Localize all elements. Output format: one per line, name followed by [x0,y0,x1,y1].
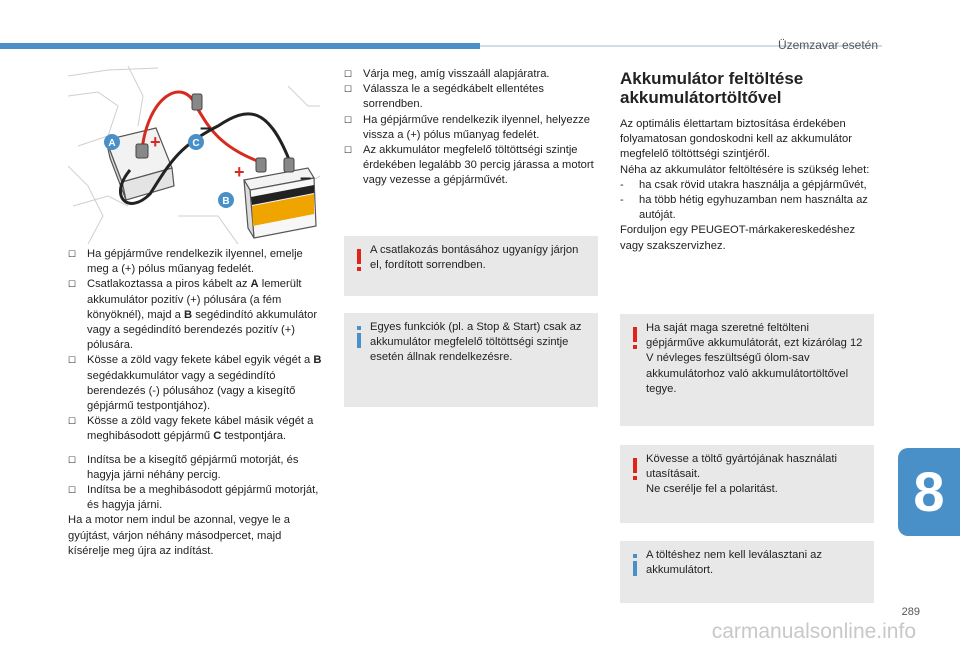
list-item: ☐ Indítsa be a meghibásodott gépjármű motorját, és hagyja járni. [68,483,324,513]
warning-box: Ha saját maga szeretné feltölteni gépjárműve akkumulátorát, ezt kizárólag 12 V névleges feszültségű ólom-sav akkumulátorhoz való akkumulátortöltővel tegye. [620,314,874,426]
checkbox-bullet-icon: ☐ [68,416,77,427]
info-icon [352,325,366,349]
checkbox-bullet-icon: ☐ [344,69,353,79]
info-box: A töltéshez nem kell leválasztani az akkumulátort. [620,541,874,603]
checkbox-bullet-icon: ☐ [68,454,77,465]
list-item: ☐ Az akkumulátor megfelelő töltöttségi szintje érdekében legalább 30 percig járassa a motort vagy vezesse a gépjárművét. [344,143,600,189]
charging-need-paragraph: Néha az akkumulátor feltöltésére is szükség lehet: [620,163,870,176]
checkbox-bullet-icon: ☐ [344,145,353,156]
section-title: Üzemzavar esetén [777,38,878,52]
checkbox-bullet-icon: ☐ [344,84,353,95]
checkbox-bullet-icon: ☐ [68,249,77,259]
restart-paragraph: Ha a motor nem indul be azonnal, vegye le a gyújtást, várjon néhány másodpercet, majd kísérelje meg újra az indítást. [68,514,291,557]
header-accent-bar [0,43,480,49]
list-item: ☐ Indítsa be a kisegítő gépjármű motorját, és hagyja járni néhány percig. [68,453,324,483]
lifetime-paragraph: Az optimális élettartam biztosítása érdekében folyamatosan gondoskodni kell az akkumulátor megfelelő töltöttségi szintjéről. [620,118,852,161]
section-heading: Akkumulátor feltöltése akkumulátortöltővel [620,69,804,107]
svg-text:–: – [200,117,212,139]
marker-a-label: A [108,138,116,149]
svg-text:+: + [150,132,161,152]
list-item: ☐ Válassza le a segédkábelt ellentétes sorrendben. [344,82,600,112]
warning-icon [628,457,642,481]
list-item: - ha csak rövid utakra használja a gépjárművét, [620,178,867,191]
list-item: ☐ Kösse a zöld vagy fekete kábel egyik végét a B segédakkumulátor vagy a segédindító berendezés (-) pólusához (vagy a kisegítő gépjármű testpontjához). [68,353,324,414]
page-number: 289 [901,606,920,618]
list-item: ☐ Várja meg, amíg visszaáll alapjáratra. [344,67,600,82]
checkbox-bullet-icon: ☐ [68,485,77,496]
checkbox-bullet-icon: ☐ [68,355,77,366]
column-1 [68,247,324,559]
warning-icon [352,248,366,272]
checkbox-bullet-icon: ☐ [68,279,77,290]
dealer-paragraph: Forduljon egy PEUGEOT-márkakereskedéshez vagy szakszervizhez. [620,224,856,252]
chapter-number: 8 [913,460,945,523]
list-item: ☐ Ha gépjárműve rendelkezik ilyennel, emelje meg a (+) pólus műanyag fedelét. [68,247,324,277]
marker-c-label: C [192,138,200,149]
info-icon [628,553,642,577]
marker-b-label: B [222,196,230,207]
list-item: ☐ Ha gépjárműve rendelkezik ilyennel, helyezze vissza a (+) pólus műanyag fedelét. [344,113,600,143]
list-item: ☐ Csatlakoztassa a piros kábelt az A lemerült akkumulátor pozitív (+) pólusára (a fém könyöknél), majd a B segédindító akkumulátor vagy a segédindító berendezés pozitív (+) pólusára. [68,277,324,353]
warning-icon [628,326,642,350]
checkbox-bullet-icon: ☐ [344,114,353,125]
watermark: carmanualsonline.info [711,620,916,643]
column-2 [344,67,600,189]
info-box: Egyes funkciók (pl. a Stop & Start) csak az akkumulátor megfelelő töltöttségi szintje esetén állnak rendelkezésre. [344,313,598,407]
warning-box: A csatlakozás bontásához ugyanígy járjon el, fordított sorrendben. [344,236,598,296]
svg-text:+: + [234,162,245,182]
svg-text:–: – [300,167,312,189]
chapter-tab [898,448,960,536]
column-3 [620,117,876,254]
list-item: - ha több hétig egyhuzamban nem használta az autóját. [620,194,868,222]
warning-box: Kövesse a töltő gyártójának használati utasításait. Ne cserélje fel a polaritást. [620,445,874,523]
jump-start-illustration [68,66,320,244]
list-item: ☐ Kösse a zöld vagy fekete kábel másik végét a meghibásodott gépjármű C testpontjára. [68,414,324,444]
